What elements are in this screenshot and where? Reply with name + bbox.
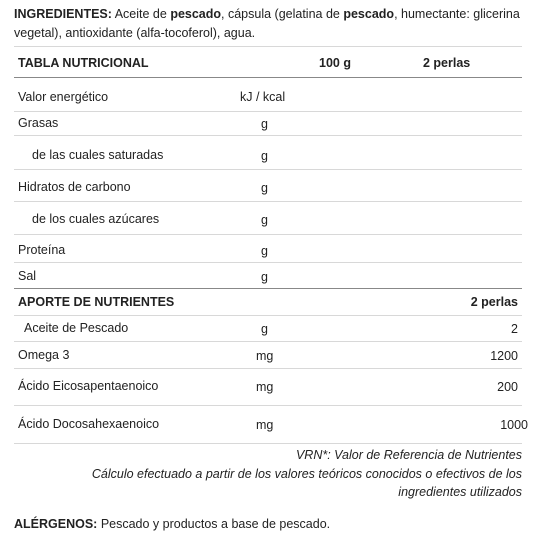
allergens-heading: ALÉRGENOS: [14,517,98,531]
table-header-divider [14,77,522,78]
nutrient-row-label: Aceite de Pescado [24,321,129,335]
ingredients-text-2: , cápsula (gelatina de [221,7,344,21]
table-row-unit: kJ / kcal [240,90,286,104]
nutrient-row-value: 1000 [500,418,528,432]
nutrients-title: APORTE DE NUTRIENTES [18,295,175,309]
row-divider [14,315,522,316]
table-row-label: de las cuales saturadas [32,148,164,162]
column-header-100g: 100 g [319,56,351,70]
row-divider [14,169,522,170]
table-row-label: Valor energético [18,90,109,104]
nutrient-row-unit: mg [256,380,274,394]
table-row-unit: g [261,244,268,258]
table-bottom-divider [14,443,522,444]
ingredients-bold-2: pescado [343,7,395,21]
table-row-unit: g [261,270,268,284]
table-row-label: Proteína [18,243,66,257]
nutrients-divider [14,288,522,289]
row-divider [14,405,522,406]
ingredients-paragraph [14,5,526,43]
calculation-footnote-line2: ingredientes utilizados [398,485,522,499]
nutrient-row-value: 200 [497,380,518,394]
table-top-divider [14,46,522,47]
row-divider [14,201,522,202]
nutrient-row-label: Omega 3 [18,348,70,362]
table-row-label: de los cuales azúcares [32,212,160,226]
nutrients-column-header-serving: 2 perlas [470,295,518,309]
row-divider [14,111,522,112]
table-row-label: Sal [18,269,37,283]
table-row-label: Hidratos de carbono [18,180,131,194]
table-row-unit: g [261,181,268,195]
ingredients-text-1: Aceite de [111,7,171,21]
nutrient-row-label: Ácido Eicosapentaenoico [18,379,159,393]
column-header-serving: 2 perlas [423,56,471,70]
allergens-paragraph [14,515,330,533]
calculation-footnote-line1: Cálculo efectuado a partir de los valores teóricos conocidos o efectivos de los [91,467,522,481]
ingredients-bold-1: pescado [170,7,222,21]
nutrient-row-unit: g [261,322,268,336]
nutrient-row-label: Ácido Docosahexaenoico [18,417,160,431]
row-divider [14,262,522,263]
table-row-unit: g [261,213,268,227]
row-divider [14,234,522,235]
nutrient-row-value: 2 [511,322,518,336]
nutrient-row-unit: mg [256,349,274,363]
row-divider [14,135,522,136]
row-divider [14,368,522,369]
vrn-footnote: VRN*: Valor de Referencia de Nutrientes [295,448,522,462]
ingredients-heading: INGREDIENTES: [14,7,112,21]
table-row-label: Grasas [18,116,59,130]
nutrition-table-title: TABLA NUTRICIONAL [18,56,149,70]
table-row-unit: g [261,117,268,131]
table-row-unit: g [261,149,268,163]
ingredients-text-3: , humectante: glicerina vegetal), antioxidante (alfa-tocoferol), agua. [14,7,520,40]
allergens-text: Pescado y productos a base de pescado. [97,517,331,531]
nutrient-row-value: 1200 [490,349,518,363]
nutrient-row-unit: mg [256,418,274,432]
row-divider [14,341,522,342]
